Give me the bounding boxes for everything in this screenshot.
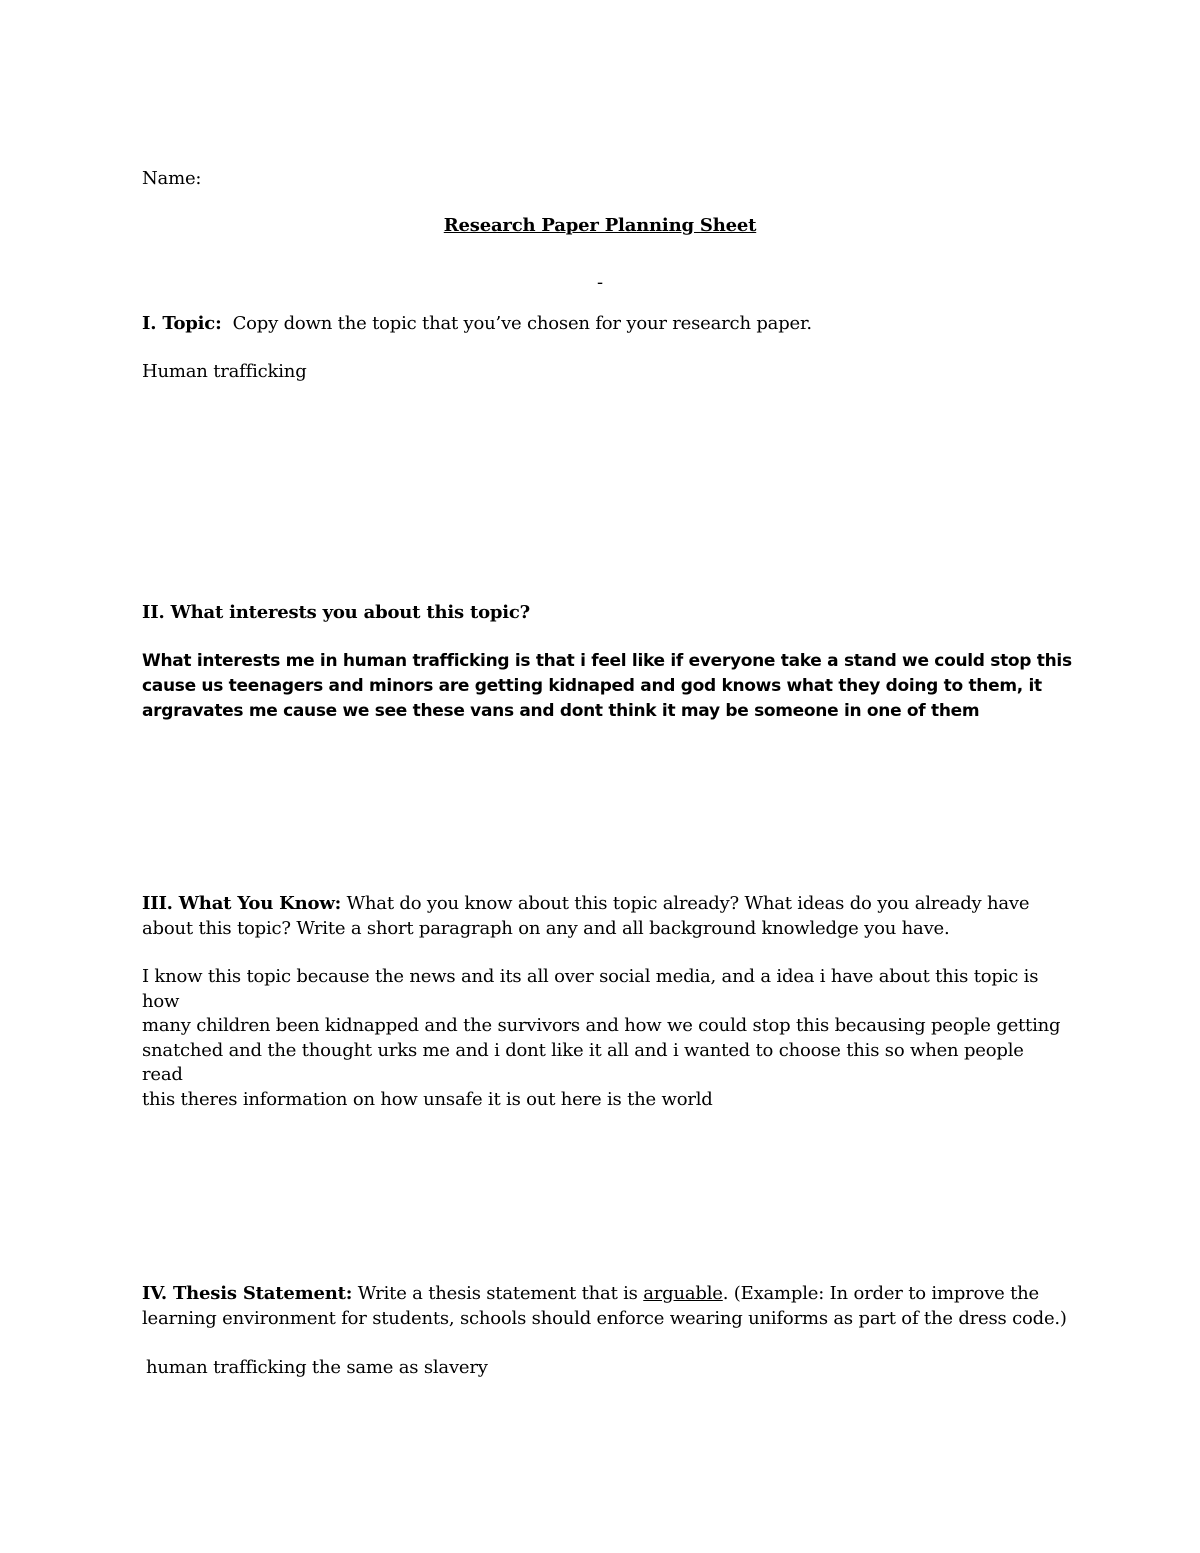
- page-title: Research Paper Planning Sheet: [443, 215, 757, 236]
- section-3-heading: III. What You Know:: [142, 893, 342, 914]
- section-3-answer-line: snatched and the thought urks me and i dont like it all and i wanted to choose this so when people read: [142, 1039, 1024, 1085]
- section-3-answer-line: I know this topic because the news and its all over social media, and a idea i have about this topic is how: [142, 966, 1039, 1012]
- section-4-answer: human trafficking the same as slavery: [146, 1357, 488, 1378]
- section-2-answer-line: What interests me in human trafficking is that i feel like if everyone take a stand we could stop this: [142, 651, 1072, 671]
- section-3-instruction-line1: What do you know about this topic already? What ideas do you already have: [346, 893, 1030, 914]
- section-4-instruction-post: . (Example: In order to improve the: [722, 1283, 1040, 1304]
- section-1-instruction: Copy down the topic that you’ve chosen for your research paper.: [232, 313, 812, 334]
- section-3-instruction-line2: about this topic? Write a short paragraph on any and all background knowledge you have.: [142, 918, 950, 939]
- section-1-prompt: [142, 312, 812, 336]
- section-4-prompt: [142, 1282, 1039, 1306]
- section-4-instruction-line2: learning environment for students, schools should enforce wearing uniforms as part of the dress code.): [142, 1308, 1067, 1329]
- section-3-answer-line: many children been kidnapped and the survivors and how we could stop this becausing people getting: [142, 1015, 1061, 1036]
- name-label: Name:: [142, 168, 202, 189]
- section-4-instruction-pre: Write a thesis statement that is: [357, 1283, 638, 1304]
- section-1-answer: Human trafficking: [142, 361, 307, 382]
- arguable-underlined-text: arguable: [643, 1283, 723, 1304]
- section-3-prompt: [142, 892, 1029, 916]
- title-dash: -: [596, 272, 604, 293]
- section-3-answer-line: this theres information on how unsafe it is out here is the world: [142, 1088, 713, 1110]
- section-4-heading: IV. Thesis Statement:: [142, 1283, 353, 1304]
- section-2-answer-line: cause us teenagers and minors are getting kidnaped and god knows what they doing to them, it: [142, 676, 1042, 696]
- section-2-heading: II. What interests you about this topic?: [142, 602, 531, 623]
- section-2-answer: [142, 649, 1072, 724]
- section-3-answer: [142, 965, 1062, 1112]
- section-1-heading: I. Topic:: [142, 313, 222, 334]
- section-2-answer-line: argravates me cause we see these vans and dont think it may be someone in one of them: [142, 701, 980, 721]
